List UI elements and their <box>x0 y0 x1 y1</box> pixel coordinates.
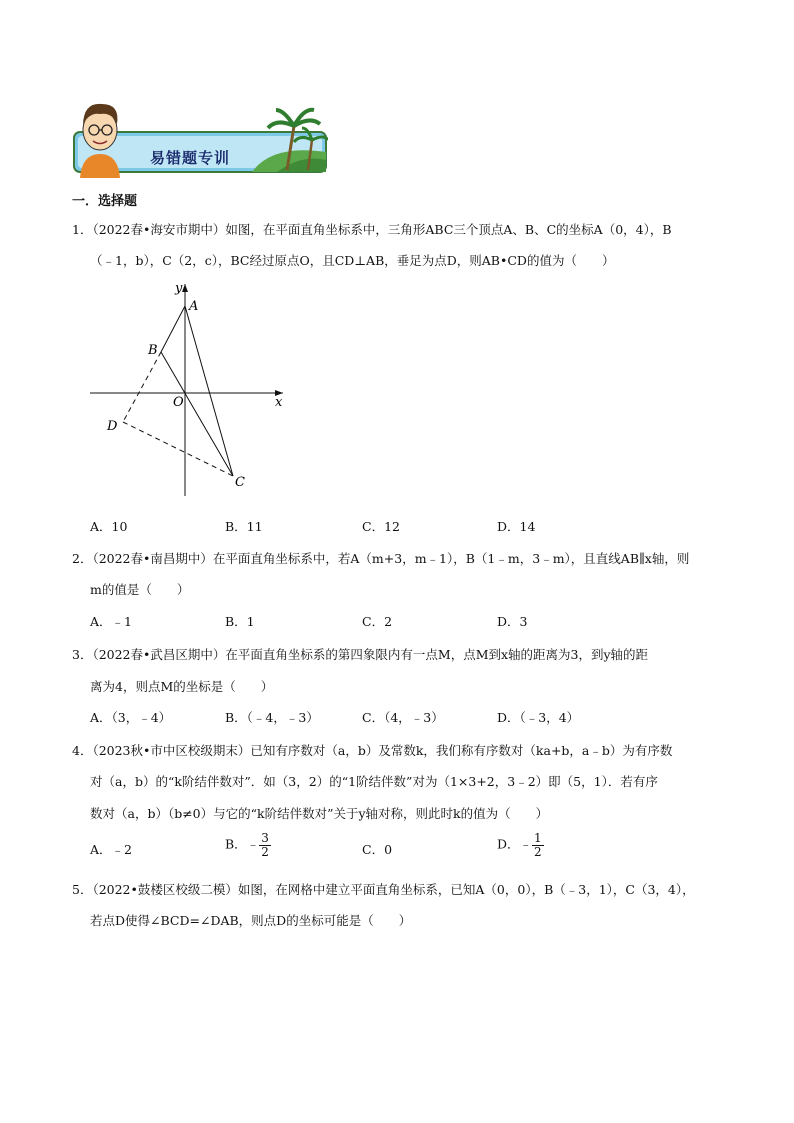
question-1-line-1: 1．（2022春•海安市期中）如图，在平面直角坐标系中，三角形ABC三个顶点A、B、C的坐标A（0，4），B <box>72 222 672 237</box>
q1-option-a: A．10 <box>90 519 128 534</box>
question-4-line-3: 数对（a，b）（b≠0）与它的“k阶结伴数对”关于y轴对称，则此时k的值为（ ） <box>90 806 549 821</box>
label-D: D <box>107 419 118 434</box>
q3-option-c: C．（4，﹣3） <box>362 710 444 725</box>
q2-option-d: D．3 <box>497 614 528 629</box>
section-heading: 一．选择题 <box>72 194 138 209</box>
q2-option-c: C．2 <box>362 614 393 629</box>
label-C: C <box>235 475 245 490</box>
q3-option-b: B．（﹣4，﹣3） <box>225 710 319 725</box>
label-A: A <box>189 299 199 314</box>
q4-option-a: A．﹣2 <box>90 842 132 857</box>
label-B: B <box>148 343 158 358</box>
fraction-one-half: $\frac{1}{2}$ <box>534 831 542 859</box>
question-2-line-2: m的值是（ ） <box>90 582 190 597</box>
q2-option-b: B．1 <box>225 614 255 629</box>
label-x: x <box>275 395 283 410</box>
q3-option-a: A．（3，﹣4） <box>90 710 172 725</box>
label-O: O <box>173 395 184 410</box>
q1-option-b: B．11 <box>225 519 263 534</box>
question-4-line-2: 对（a，b）的“k阶结伴数对”．如（3，2）的“1阶结伴数”对为（1×3+2，3﹣2）即（5，1）．若有序 <box>90 774 658 789</box>
question-1-line-2: （﹣1，b），C（2，c），BC经过原点O，且CD⊥AB，垂足为点D，则AB•CD的值为（ ） <box>90 253 615 268</box>
label-y: y <box>175 281 183 296</box>
banner-title: 易错题专训 <box>150 149 231 167</box>
coordinate-figure <box>85 280 295 500</box>
q3-option-d: D．（﹣3，4） <box>497 710 580 725</box>
q4-option-d: D．﹣ $\frac{1}{2}$ <box>497 831 542 859</box>
question-4-line-1: 4．（2023秋•市中区校级期末）已知有序数对（a，b）及常数k，我们称有序数对（ka+b，a﹣b）为有序数 <box>72 743 673 758</box>
question-3-line-1: 3．（2022春•武昌区期中）在平面直角坐标系的第四象限内有一点M，点M到x轴的距离为3，到y轴的距 <box>72 647 649 662</box>
question-3-line-2: 离为4，则点M的坐标是（ ） <box>90 679 274 694</box>
cartoon-boy-icon <box>80 104 120 178</box>
q4-option-c: C．0 <box>362 842 393 857</box>
question-2-line-1: 2．（2022春•南昌期中）在平面直角坐标系中，若A（m+3，m﹣1），B（1﹣m，3﹣m），且直线AB∥x轴，则 <box>72 551 690 566</box>
q2-option-a: A．﹣1 <box>90 614 132 629</box>
question-5-line-1: 5．（2022•鼓楼区校级二模）如图，在网格中建立平面直角坐标系，已知A（0，0），B（﹣3，1），C（3，4）， <box>72 882 695 897</box>
question-5-line-2: 若点D使得∠BCD=∠DAB，则点D的坐标可能是（ ） <box>90 913 412 928</box>
fraction-three-halves: $\frac{3}{2}$ <box>261 831 269 859</box>
q4-option-b: B．﹣ $\frac{3}{2}$ <box>225 831 269 859</box>
q1-option-d: D．14 <box>497 519 536 534</box>
q1-option-c: C．12 <box>362 519 400 534</box>
